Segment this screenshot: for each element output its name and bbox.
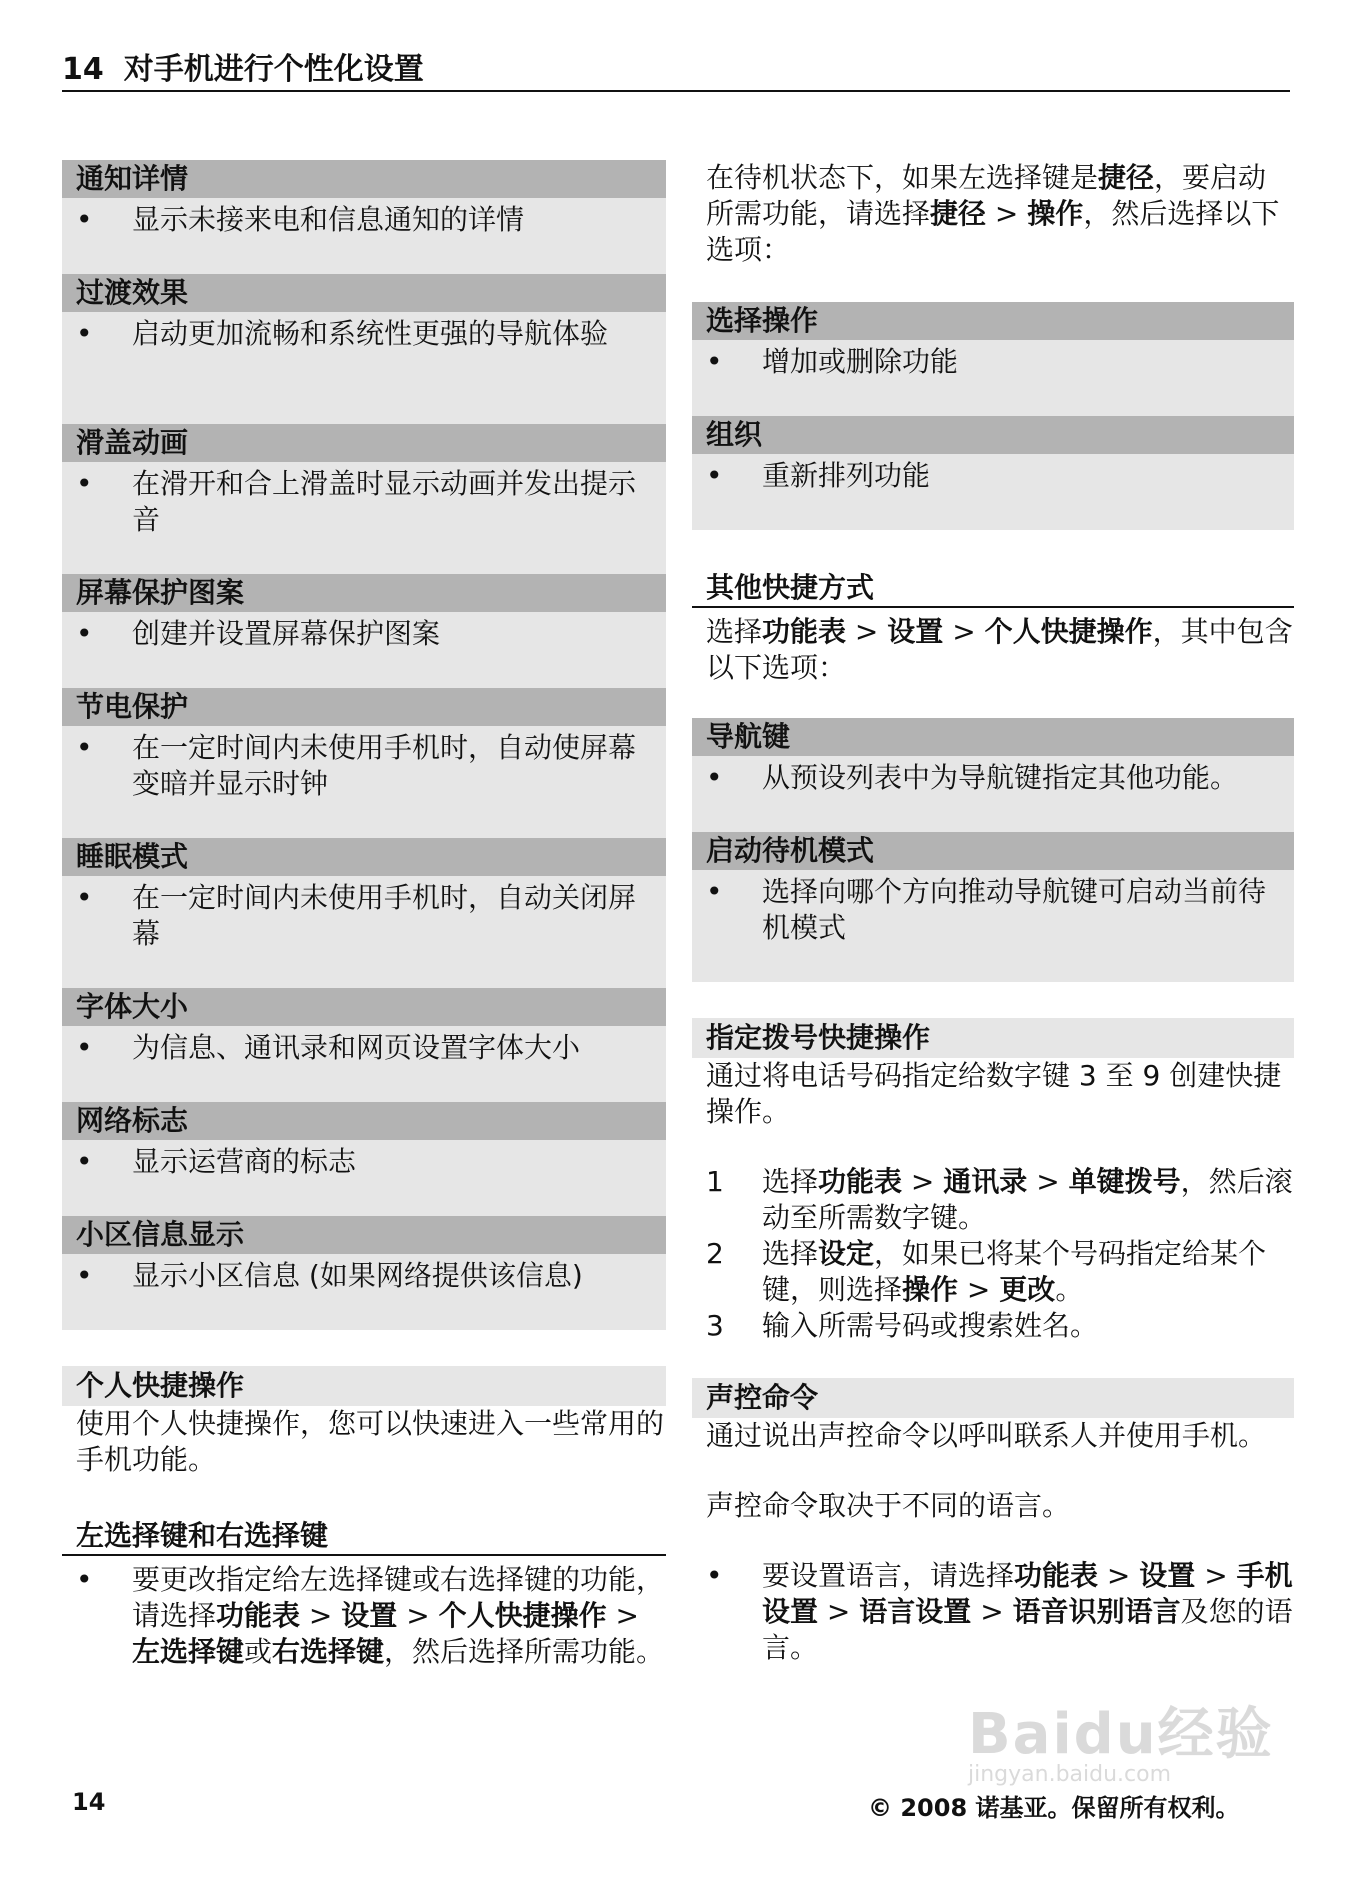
path-separator: > <box>300 1599 342 1632</box>
menu-path-item: 语言设置 <box>859 1595 972 1628</box>
table-row-body <box>692 454 1294 530</box>
left-column <box>62 160 666 1670</box>
table-row-title: 导航键 <box>692 718 1294 756</box>
menu-path-item: 捷径 <box>930 197 987 230</box>
table-row-text: 在一定时间内未使用手机时，自动关闭屏幕 <box>132 881 637 950</box>
text: ，然后选择以下选项： <box>706 197 1280 266</box>
bullet-icon: • <box>706 761 723 794</box>
menu-path-item: 右选择键 <box>272 1635 385 1668</box>
other-shortcuts-text <box>692 608 1294 686</box>
text: ，然后滚动至所需数字键。 <box>762 1165 1293 1234</box>
menu-path-item: 捷径 <box>1098 161 1155 194</box>
path-separator: > <box>986 197 1028 230</box>
table-row-title: 字体大小 <box>62 988 666 1026</box>
bullet-icon: • <box>706 1559 723 1592</box>
table-row-text: 在滑开和合上滑盖时显示动画并发出提示音 <box>132 467 637 536</box>
table-row-title: 选择操作 <box>692 302 1294 340</box>
other-options-table <box>692 718 1294 982</box>
menu-path-item: 设定 <box>818 1237 875 1270</box>
table-row-title: 屏幕保护图案 <box>62 574 666 612</box>
path-separator: > <box>902 1165 944 1198</box>
menu-path-item: 语音识别语言 <box>1012 1595 1181 1628</box>
table-row-title: 节电保护 <box>62 688 666 726</box>
menu-path-item: 设置 <box>341 1599 398 1632</box>
text: 在待机状态下，如果左选择键是 <box>706 161 1099 194</box>
right-intro-text <box>692 160 1294 268</box>
section-title-personal-shortcuts: 个人快捷操作 <box>62 1366 666 1406</box>
table-row-title: 滑盖动画 <box>62 424 666 462</box>
bullet-icon: • <box>706 875 723 908</box>
menu-path-item: 设置 <box>1139 1559 1196 1592</box>
page-header <box>62 50 1290 92</box>
bullet-icon: • <box>76 1563 93 1596</box>
text: ，如果已将某个号码指定给某个键，则选择 <box>762 1237 1267 1306</box>
table-row-text: 增加或删除功能 <box>762 345 959 378</box>
path-separator: > <box>818 1595 860 1628</box>
menu-path-item: 手机设置 <box>762 1559 1293 1628</box>
list-item <box>692 1236 1294 1308</box>
footer-page-number: 14 <box>72 1788 106 1816</box>
table-row-body <box>62 1140 666 1216</box>
menu-path-item: 更改 <box>999 1273 1056 1306</box>
text: 输入所需号码或搜索姓名。 <box>762 1309 1099 1342</box>
table-row-body <box>62 312 666 424</box>
table-row-body <box>62 876 666 988</box>
menu-path-item: 个人快捷操作 <box>438 1599 607 1632</box>
menu-path-item: 个人快捷操作 <box>984 615 1153 648</box>
header-title: 对手机进行个性化设置 <box>123 52 424 87</box>
bullet-icon: • <box>76 203 93 236</box>
table-row-text: 启动更加流畅和系统性更强的导航体验 <box>132 317 609 350</box>
table-row-body <box>62 198 666 274</box>
watermark-logo: Baidu经验 <box>968 1702 1274 1767</box>
text: 选择 <box>762 1165 819 1198</box>
table-row-body <box>62 1254 666 1330</box>
table-row-text: 为信息、通讯录和网页设置字体大小 <box>132 1031 581 1064</box>
bullet-icon: • <box>76 1145 93 1178</box>
voice-commands-text-1: 通过说出声控命令以呼叫联系人并使用手机。 <box>706 1419 1267 1452</box>
table-row-text: 在一定时间内未使用手机时，自动使屏幕变暗并显示时钟 <box>132 731 637 800</box>
table-row-body <box>692 870 1294 982</box>
text: ，要启动所需功能，请选择 <box>706 161 1267 230</box>
menu-path-item: 操作 <box>902 1273 959 1306</box>
left-settings-table <box>62 160 666 1330</box>
bullet-icon: • <box>76 617 93 650</box>
table-row-text: 选择向哪个方向推动导航键可启动当前待机模式 <box>762 875 1267 944</box>
bullet-icon: • <box>76 467 93 500</box>
menu-path-item: 单键拨号 <box>1068 1165 1181 1198</box>
table-row-body <box>62 612 666 688</box>
text: 选择 <box>706 615 763 648</box>
bullet-icon: • <box>76 317 93 350</box>
text: 。 <box>1055 1273 1084 1306</box>
menu-path-item: 设置 <box>887 615 944 648</box>
table-row-title: 组织 <box>692 416 1294 454</box>
right-column <box>692 160 1294 1666</box>
table-row-title: 睡眠模式 <box>62 838 666 876</box>
table-row-title: 网络标志 <box>62 1102 666 1140</box>
menu-path-item: 操作 <box>1027 197 1084 230</box>
text: ，其中包含以下选项： <box>706 615 1293 684</box>
bullet-icon: • <box>706 345 723 378</box>
text: 或 <box>244 1635 273 1668</box>
text: 要设置语言，请选择 <box>762 1559 1015 1592</box>
bullet-icon: • <box>76 731 93 764</box>
bullet-icon: • <box>76 881 93 914</box>
menu-path-item: 功能表 <box>216 1599 301 1632</box>
table-row-title: 过渡效果 <box>62 274 666 312</box>
voice-commands-bullet <box>692 1558 1294 1666</box>
shortcut-options-table <box>692 302 1294 530</box>
bullet-icon: • <box>706 459 723 492</box>
path-separator: > <box>1195 1559 1237 1592</box>
bullet-icon: • <box>76 1259 93 1292</box>
text: 选择 <box>762 1237 819 1270</box>
path-separator: > <box>846 615 888 648</box>
menu-path-item: 通讯录 <box>943 1165 1028 1198</box>
text: 及您的语言。 <box>762 1595 1293 1664</box>
step-number: 3 <box>706 1309 724 1342</box>
menu-path-item: 功能表 <box>762 615 847 648</box>
speed-dial-text: 通过将电话号码指定给数字键 3 至 9 创建快捷操作。 <box>706 1059 1282 1128</box>
personal-shortcuts-text: 使用个人快捷操作，您可以快速进入一些常用的手机功能。 <box>76 1407 665 1476</box>
path-separator: > <box>397 1599 439 1632</box>
section-title-other-shortcuts: 其他快捷方式 <box>692 568 1294 608</box>
text: 要更改指定给左选择键或右选择键的功能，请选择 <box>132 1563 665 1632</box>
path-separator: > <box>606 1599 639 1632</box>
path-separator: > <box>971 1595 1013 1628</box>
footer-copyright: © 2008 诺基亚。保留所有权利。 <box>868 1794 1240 1822</box>
table-row-body <box>62 726 666 838</box>
table-row-text: 创建并设置屏幕保护图案 <box>132 617 441 650</box>
section-title-selection-keys: 左选择键和右选择键 <box>62 1516 666 1556</box>
step-number: 1 <box>706 1165 724 1198</box>
table-row-text: 显示小区信息 (如果网络提供该信息) <box>132 1259 583 1292</box>
path-separator: > <box>958 1273 1000 1306</box>
bullet-icon: • <box>76 1031 93 1064</box>
list-item <box>692 1308 1294 1344</box>
path-separator: > <box>943 615 985 648</box>
menu-path-item: 功能表 <box>1014 1559 1099 1592</box>
section-title-speed-dial: 指定拨号快捷操作 <box>692 1018 1294 1058</box>
section-title-voice-commands: 声控命令 <box>692 1378 1294 1418</box>
table-row-body <box>692 756 1294 832</box>
header-page-number: 14 <box>62 52 104 87</box>
table-row-title: 通知详情 <box>62 160 666 198</box>
table-row-body <box>62 1026 666 1102</box>
table-row-title: 启动待机模式 <box>692 832 1294 870</box>
table-row-title: 小区信息显示 <box>62 1216 666 1254</box>
watermark-url: jingyan.baidu.com <box>968 1762 1172 1787</box>
table-row-body <box>62 462 666 574</box>
table-row-text: 重新排列功能 <box>762 459 931 492</box>
step-number: 2 <box>706 1237 724 1270</box>
table-row-text: 从预设列表中为导航键指定其他功能。 <box>762 761 1239 794</box>
menu-path-item: 左选择键 <box>132 1635 245 1668</box>
path-separator: > <box>1027 1165 1069 1198</box>
voice-commands-text-2: 声控命令取决于不同的语言。 <box>706 1489 1071 1522</box>
menu-path-item: 功能表 <box>818 1165 903 1198</box>
table-row-body <box>692 340 1294 416</box>
text: ，然后选择所需功能。 <box>384 1635 665 1668</box>
path-separator: > <box>1098 1559 1140 1592</box>
selection-keys-bullet <box>62 1556 666 1670</box>
table-row-text: 显示运营商的标志 <box>132 1145 357 1178</box>
table-row-text: 显示未接来电和信息通知的详情 <box>132 203 525 236</box>
list-item <box>692 1164 1294 1236</box>
